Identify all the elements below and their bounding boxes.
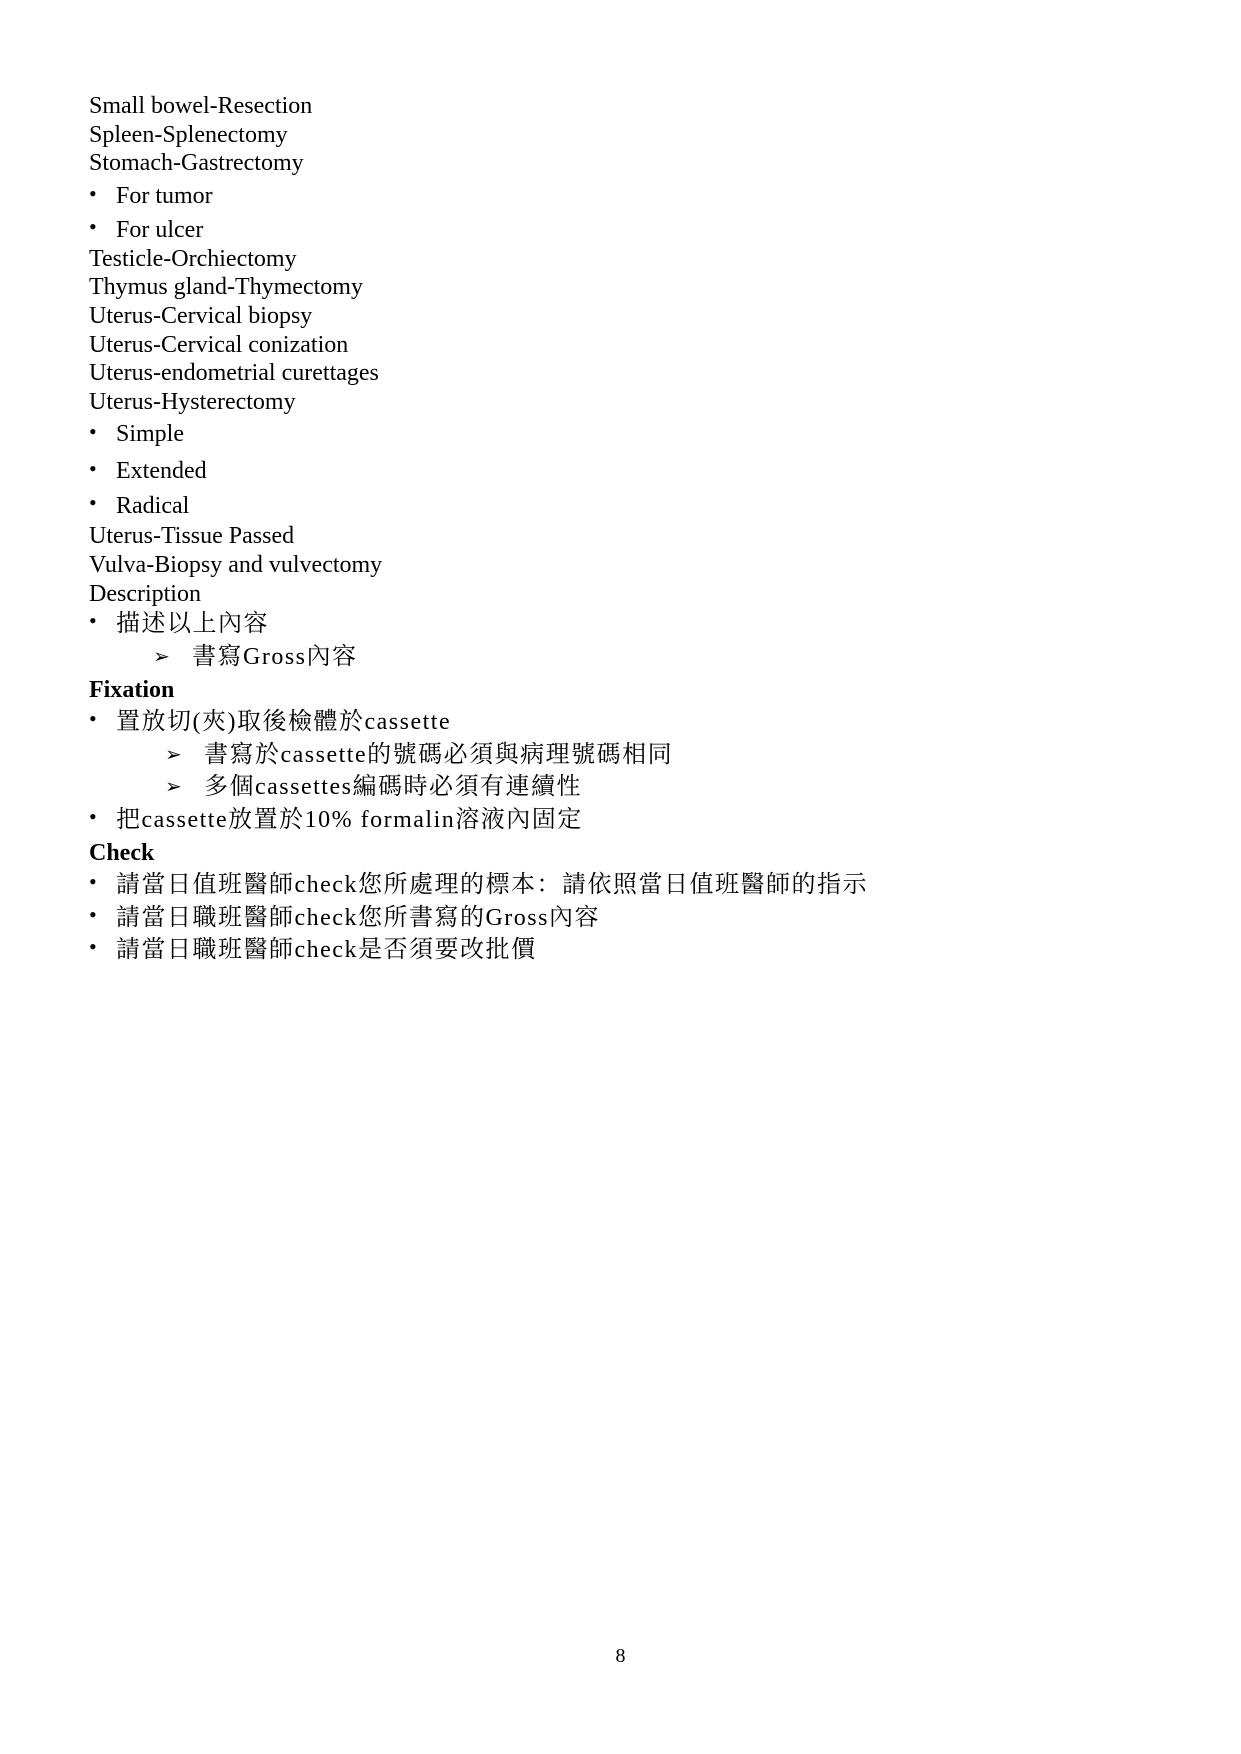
list-item: Uterus-endometrial curettages	[89, 360, 379, 387]
sub-item-text: 多個cassettes編碼時必須有連續性	[204, 774, 582, 801]
list-item: Description	[89, 580, 201, 607]
check-bullet	[89, 934, 1149, 967]
bullet-text: For ulcer	[116, 216, 204, 243]
list-item: Uterus-Cervical conization	[89, 331, 349, 358]
check-bullet	[89, 869, 1149, 902]
fixation-sub-item	[89, 771, 1149, 804]
section-heading-check: Check	[89, 840, 155, 867]
bullet-icon: •	[89, 608, 97, 634]
list-item: Thymus gland-Thymectomy	[89, 274, 363, 301]
bullet-icon: •	[89, 213, 97, 239]
bullet-text: Radical	[116, 493, 190, 520]
bullet-item	[89, 215, 1149, 245]
bullet-item	[89, 416, 1149, 453]
bullet-icon: •	[89, 456, 97, 482]
list-item: Uterus-Tissue Passed	[89, 523, 295, 550]
description-sub-item	[89, 641, 1149, 674]
fixation-bullet	[89, 804, 1149, 837]
bullet-text: 請當日職班醫師check您所書寫的Gross內容	[116, 904, 600, 931]
bullet-text: Simple	[116, 421, 185, 448]
list-item: Spleen-Splenectomy	[89, 121, 288, 148]
sub-item-text: 書寫於cassette的號碼必須與病理號碼相同	[204, 741, 674, 768]
check-bullet	[89, 902, 1149, 935]
bullet-icon: •	[89, 419, 97, 445]
list-item: Small bowel-Resection	[89, 93, 313, 119]
bullet-item	[89, 453, 1149, 490]
bullet-text: Extended	[116, 458, 207, 485]
page-number: 8	[615, 1645, 626, 1667]
section-heading-fixation: Fixation	[89, 677, 175, 704]
arrow-bullet-icon: ➢	[165, 743, 182, 766]
bullet-icon: •	[89, 803, 97, 829]
fixation-sub-item	[89, 739, 1149, 772]
bullet-text: 請當日職班醫師check是否須要改批價	[116, 937, 537, 964]
bullet-item	[89, 178, 1149, 215]
fixation-bullet	[89, 706, 1149, 739]
bullet-text: 請當日值班醫師check您所處理的標本：請依照當日值班醫師的指示	[116, 872, 868, 899]
arrow-bullet-icon: ➢	[153, 645, 170, 668]
arrow-bullet-icon: ➢	[165, 776, 182, 799]
bullet-text: 描述以上內容	[116, 611, 269, 638]
list-item: Vulva-Biopsy and vulvectomy	[89, 551, 383, 578]
description-bullet	[89, 608, 1149, 641]
list-item: Stomach-Gastrectomy	[89, 150, 304, 177]
bullet-item	[89, 490, 1149, 522]
bullet-icon: •	[89, 901, 97, 927]
list-item: Testicle-Orchiectomy	[89, 245, 297, 272]
bullet-text: For tumor	[116, 182, 213, 209]
bullet-text: 把cassette放置於10% formalin溶液內固定	[116, 806, 583, 833]
bullet-icon: •	[89, 934, 97, 960]
bullet-text: 置放切(夾)取後檢體於cassette	[116, 709, 452, 736]
list-item: Uterus-Cervical biopsy	[89, 302, 313, 329]
list-item: Uterus-Hysterectomy	[89, 388, 296, 415]
bullet-icon: •	[89, 180, 97, 206]
bullet-icon: •	[89, 706, 97, 732]
bullet-icon: •	[89, 869, 97, 895]
document-body	[89, 92, 1149, 967]
bullet-icon: •	[89, 490, 97, 516]
sub-item-text: 書寫Gross內容	[192, 643, 358, 670]
